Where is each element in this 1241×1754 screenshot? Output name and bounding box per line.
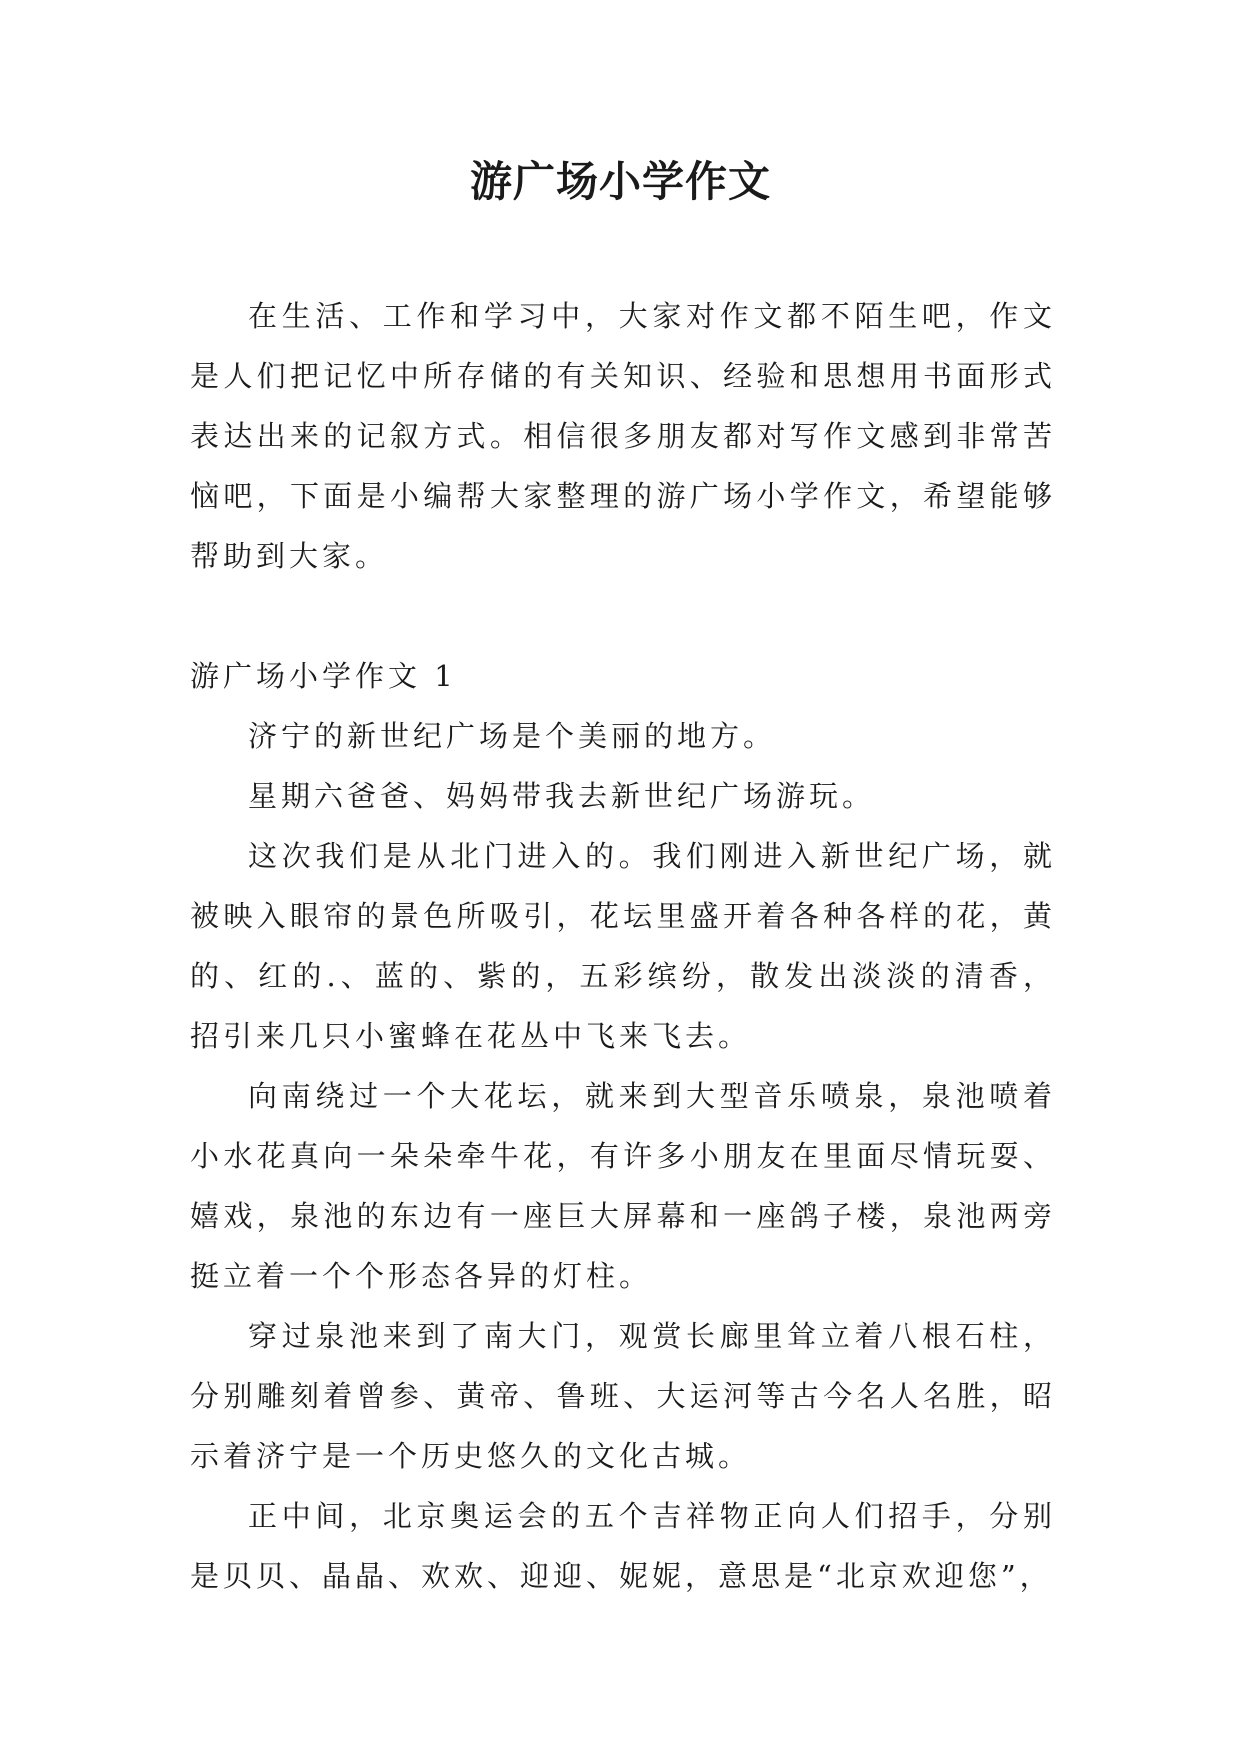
document-title: 游广场小学作文 (469, 157, 771, 206)
body-paragraph: 济宁的新世纪广场是个美丽的地方。 (248, 719, 777, 753)
intro-paragraph: 在生活、工作和学习中，大家对作文都不陌生吧，作文是人们把记忆中所存储的有关知识、经验和思想用书面形式表达出来的记叙方式。相信很多朋友都对写作文感到非常苦恼吧，下面是小编帮大家整理的游广场小学作文，希望能够帮助到大家。 (190, 299, 1056, 573)
document-body (190, 286, 1056, 1606)
body-paragraph: 向南绕过一个大花坛，就来到大型音乐喷泉，泉池喷着小水花真向一朵朵牵牛花，有许多小朋友在里面尽情玩耍、嬉戏，泉池的东边有一座巨大屏幕和一座鸽子楼，泉池两旁挺立着一个个形态各异的灯柱。 (190, 1079, 1056, 1293)
section-heading: 游广场小学作文 1 (190, 659, 457, 693)
body-paragraph: 星期六爸爸、妈妈带我去新世纪广场游玩。 (248, 779, 876, 813)
body-paragraph: 这次我们是从北门进入的。我们刚进入新世纪广场，就被映入眼帘的景色所吸引，花坛里盛开着各种各样的花，黄的、红的.、蓝的、紫的，五彩缤纷，散发出淡淡的清香，招引来几只小蜜蜂在花丛中飞来飞去。 (190, 839, 1056, 1053)
body-paragraph: 穿过泉池来到了南大门，观赏长廊里耸立着八根石柱，分别雕刻着曾参、黄帝、鲁班、大运河等古今名人名胜，昭示着济宁是一个历史悠久的文化古城。 (190, 1319, 1056, 1473)
body-paragraph: 正中间，北京奥运会的五个吉祥物正向人们招手，分别是贝贝、晶晶、欢欢、迎迎、妮妮，意思是“北京欢迎您”， (190, 1499, 1056, 1593)
